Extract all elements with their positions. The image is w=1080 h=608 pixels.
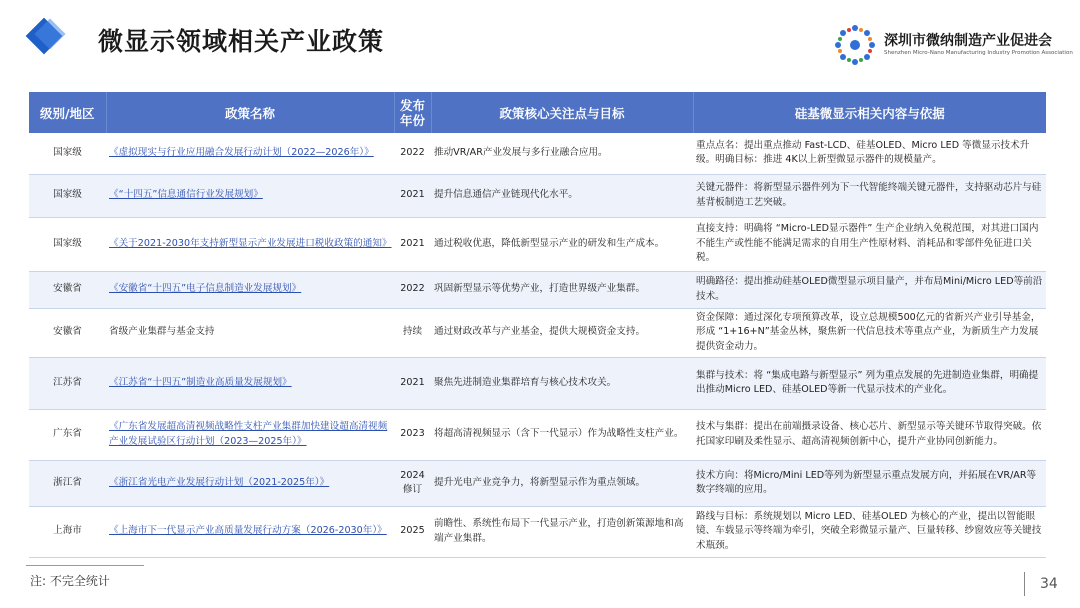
- org-name: 深圳市微纳制造产业促进会: [884, 33, 1052, 49]
- column-header-region: 级别/地区: [29, 92, 106, 133]
- cell-region: 安徽省: [29, 308, 106, 357]
- table-header-row: [29, 92, 1046, 133]
- cell-region: 浙江省: [29, 460, 106, 506]
- table-row: [29, 460, 1046, 506]
- policy-link[interactable]: 《虚拟现实与行业应用融合发展行动计划（2022—2026年）》: [109, 147, 374, 158]
- page-number: 34: [1040, 576, 1058, 592]
- cell-detail: 明确路径：提出推动硅基OLED微型显示项目量产，并布局Mini/Micro LED等前沿技术。: [693, 271, 1046, 308]
- cell-focus: 聚焦先进制造业集群培育与核心技术攻关。: [431, 357, 693, 409]
- policy-link[interactable]: 《上海市下一代显示产业高质量发展行动方案（2026-2030年）》: [109, 525, 387, 537]
- cell-focus: 推动VR/AR产业发展与多行业融合应用。: [431, 133, 693, 174]
- cell-region: 上海市: [29, 506, 106, 557]
- column-header-detail: 硅基微显示相关内容与依据: [693, 92, 1046, 133]
- column-header-year: 发布年份: [394, 92, 431, 133]
- cell-region: 广东省: [29, 409, 106, 460]
- table-row: [29, 271, 1046, 308]
- cell-year: 2021: [394, 357, 431, 409]
- cell-focus: 巩固新型显示等优势产业，打造世界级产业集群。: [431, 271, 693, 308]
- org-name-en: Shenzhen Micro-Nano Manufacturing Industry Promotion Association: [884, 50, 1073, 56]
- cell-region: 江苏省: [29, 357, 106, 409]
- cell-detail: 关键元器件：将新型显示器件列为下一代智能终端关键元器件，支持驱动芯片与硅基背板制造工艺突破。: [693, 174, 1046, 217]
- policy-table: [29, 92, 1046, 558]
- cell-year: 2025: [394, 506, 431, 557]
- table-row: [29, 357, 1046, 409]
- column-header-policy: 政策名称: [106, 92, 394, 133]
- policy-link[interactable]: 《安徽省“十四五”电子信息制造业发展规划》: [109, 283, 302, 295]
- policy-link[interactable]: 《关于2021-2030年支持新型显示产业发展进口税收政策的通知》: [109, 237, 392, 249]
- cell-detail: 集群与技术：将 “集成电路与新型显示” 列为重点发展的先进制造业集群，明确提出推动Micro LED、硅基OLED等新一代显示技术的产业化。: [693, 357, 1046, 409]
- cell-policy-plain: 省级产业集群与基金支持: [106, 308, 394, 357]
- policy-link[interactable]: 《浙江省光电产业发展行动计划（2021-2025年）》: [109, 476, 330, 488]
- footnote-divider: [26, 565, 144, 566]
- cell-region: 国家级: [29, 217, 106, 271]
- policy-link[interactable]: 《“十四五”信息通信行业发展规划》: [109, 189, 263, 201]
- cell-focus: 将超高清视频显示（含下一代显示）作为战略性支柱产业。: [431, 409, 693, 460]
- cell-year: 2023: [394, 409, 431, 460]
- cell-year: 2021: [394, 217, 431, 271]
- cell-detail: 技术方向：将Micro/Mini LED等列为新型显示重点发展方向，并拓展在VR/AR等数字终端的应用。: [693, 460, 1046, 506]
- table-row: [29, 217, 1046, 271]
- table-row: [29, 308, 1046, 357]
- table-row: [29, 506, 1046, 557]
- org-logo-icon: [832, 22, 878, 68]
- cell-focus: 提升光电产业竞争力，将新型显示作为重点领域。: [431, 460, 693, 506]
- cell-focus: 通过财政改革与产业基金，提供大规模资金支持。: [431, 308, 693, 357]
- column-header-focus: 政策核心关注点与目标: [431, 92, 693, 133]
- cell-focus: 通过税收优惠，降低新型显示产业的研发和生产成本。: [431, 217, 693, 271]
- cell-region: 国家级: [29, 174, 106, 217]
- cell-year: 2021: [394, 174, 431, 217]
- cell-detail: 技术与集群：提出在前端摄录设备、核心芯片、新型显示等关键环节取得突破。依托国家印刷及柔性显示、超高清视频创新中心，提升产业协同创新能力。: [693, 409, 1046, 460]
- cell-region: 安徽省: [29, 271, 106, 308]
- cell-year: 持续: [394, 308, 431, 357]
- cell-detail: 直接支持：明确将 “Micro-LED显示器件” 生产企业纳入免税范围，对其进口国内不能生产或性能不能满足需求的自用生产性原材料、消耗品和零部件免征进口关税。: [693, 217, 1046, 271]
- cell-detail: 资金保障：通过深化专项预算改革，设立总规模500亿元的省新兴产业引导基金，形成 “1+16+N”基金丛林，聚焦新一代信息技术等重点产业，为新质生产力发展提供资金动力。: [693, 308, 1046, 357]
- cell-region: 国家级: [29, 133, 106, 174]
- cell-year: 2022: [394, 133, 431, 174]
- cell-year: 2024修订: [394, 460, 431, 506]
- page-title: 微显示领域相关产业政策: [98, 27, 385, 56]
- cell-focus: 前瞻性、系统性布局下一代显示产业，打造创新策源地和高端产业集群。: [431, 506, 693, 557]
- page-number-divider: [1024, 572, 1025, 596]
- policy-link[interactable]: 《江苏省“十四五”制造业高质量发展规划》: [109, 376, 292, 388]
- table-row: [29, 409, 1046, 460]
- cell-detail: 重点点名：提出重点推动 Fast-LCD、硅基OLED、Micro LED 等微显示技术升级。明确目标：推进 4K以上新型微显示器件的规模量产。: [693, 133, 1046, 174]
- cell-focus: 提升信息通信产业链现代化水平。: [431, 174, 693, 217]
- footnote: 注: 不完全统计: [30, 574, 110, 588]
- cell-detail: 路线与目标：系统规划以 Micro LED、硅基OLED 为核心的产业，提出以智能眼镜、车载显示等终端为牵引，突破全彩微显示量产、巨量转移、纱窗效应等关键技术瓶颈。: [693, 506, 1046, 557]
- policy-link[interactable]: 《广东省发展超高清视频战略性支柱产业集群加快建设超高清视频产业发展试验区行动计划（2023—2025年）》: [109, 421, 388, 447]
- org-logo-block: [832, 22, 1073, 68]
- cell-year: 2022: [394, 271, 431, 308]
- logo-diamond-icon: [22, 14, 66, 58]
- table-row: [29, 133, 1046, 174]
- table-row: [29, 174, 1046, 217]
